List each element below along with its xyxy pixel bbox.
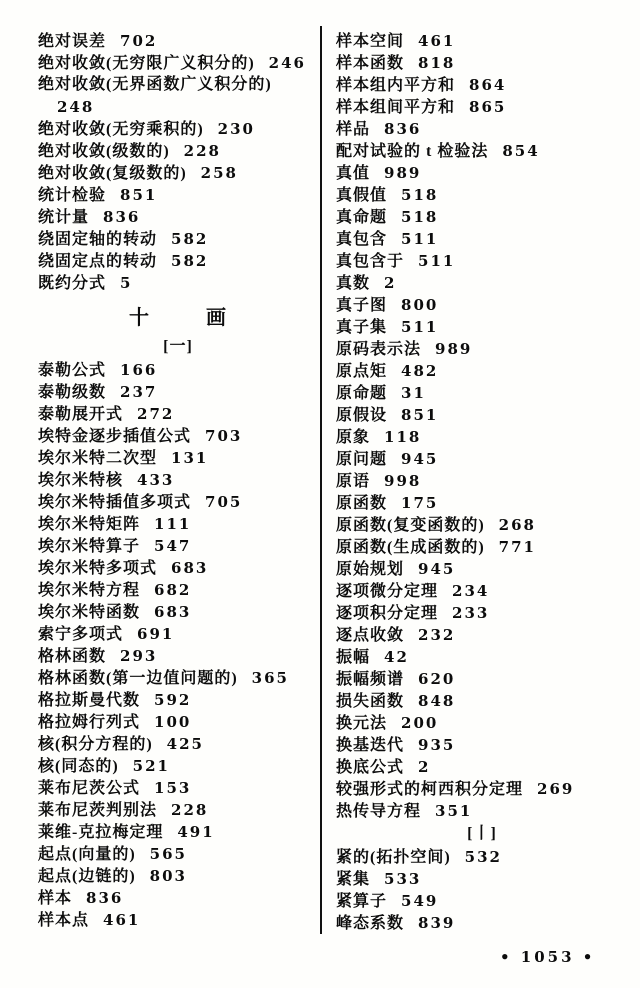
entry-term: 样本组内平方和: [336, 77, 456, 94]
entry-page-number: 351: [435, 802, 473, 820]
entry-page-number: 818: [418, 54, 456, 72]
entry-page-number: 854: [502, 142, 540, 160]
index-entry: [336, 756, 628, 778]
entry-page-number: 272: [137, 405, 175, 423]
entry-page-number: 864: [469, 76, 507, 94]
index-entry: [38, 755, 318, 777]
entry-page-number: 839: [418, 914, 456, 932]
index-entry: [336, 206, 628, 228]
entry-page-number: 230: [217, 120, 255, 138]
entry-term: 真值: [336, 165, 371, 182]
entry-page-number: 682: [154, 581, 192, 599]
index-entry: [336, 426, 628, 448]
index-entry: [38, 645, 318, 667]
entry-page-number: 803: [149, 867, 187, 885]
entry-page-number: 233: [452, 604, 490, 622]
entry-term: 配对试验的 t 检验法: [336, 143, 489, 160]
entry-page-number: 228: [171, 801, 209, 819]
entry-term: 紧算子: [336, 893, 388, 910]
index-entry: [38, 733, 318, 755]
entry-page-number: 200: [401, 714, 439, 732]
index-entry: [336, 846, 628, 868]
index-entry: [38, 689, 318, 711]
index-entry: [336, 470, 628, 492]
entry-page-number: 989: [435, 340, 473, 358]
entry-term: 原函数: [336, 495, 388, 512]
index-entry: [336, 118, 628, 140]
entry-page-number: 2: [384, 274, 397, 292]
entry-term: 样本: [38, 890, 73, 907]
index-entry: [336, 668, 628, 690]
entry-term: 原语: [336, 473, 371, 490]
index-entry: [336, 250, 628, 272]
page-number: • 1053 •: [500, 948, 596, 966]
index-entry: [336, 448, 628, 470]
entry-page-number: 269: [537, 780, 575, 798]
index-entry: [38, 52, 318, 74]
entry-term: 泰勒级数: [38, 384, 107, 401]
entry-term: 真子集: [336, 319, 388, 336]
index-entry: [38, 250, 318, 272]
entry-term: 核(同态的): [38, 758, 119, 775]
entry-term: 莱布尼茨判别法: [38, 802, 158, 819]
index-entry: [38, 777, 318, 799]
index-entry: [336, 74, 628, 96]
index-entry: [336, 712, 628, 734]
entry-page-number: 131: [171, 449, 209, 467]
entry-term: 索宁多项式: [38, 626, 124, 643]
entry-page-number: 293: [120, 647, 158, 665]
index-entry: [336, 734, 628, 756]
index-entry: [38, 667, 318, 689]
entry-page-number: 851: [120, 186, 158, 204]
index-entry: [336, 360, 628, 382]
entry-page-number: 518: [401, 208, 439, 226]
entry-page-number: 800: [401, 296, 439, 314]
entry-term: 真命题: [336, 209, 388, 226]
entry-page-number: 461: [103, 911, 141, 929]
entry-term: 真包含: [336, 231, 388, 248]
index-entry: [38, 403, 318, 425]
index-entry: [336, 184, 628, 206]
index-entry: [38, 228, 318, 250]
entry-term: 振幅: [336, 649, 371, 666]
entry-term: 原函数(生成函数的): [336, 539, 485, 556]
index-entry: [336, 580, 628, 602]
entry-term: 原点矩: [336, 363, 388, 380]
entry-term: 原函数(复变函数的): [336, 517, 485, 534]
entry-page-number: 232: [418, 626, 456, 644]
entry-page-number: 433: [137, 471, 175, 489]
radical-subsection-header: [丨]: [467, 825, 497, 842]
entry-term: 绝对误差: [38, 33, 107, 50]
entry-term: 逐点收敛: [336, 627, 405, 644]
entry-page-number: 491: [177, 823, 215, 841]
entry-page-number: 118: [384, 428, 422, 446]
entry-term: 泰勒公式: [38, 362, 107, 379]
entry-term: 莱维-克拉梅定理: [38, 824, 164, 841]
entry-term: 统计检验: [38, 187, 107, 204]
index-entry: [336, 52, 628, 74]
index-entry: [38, 821, 318, 843]
entry-term: 样品: [336, 121, 371, 138]
index-entry: [38, 469, 318, 491]
entry-term: 绝对收敛(复级数的): [38, 165, 187, 182]
entry-page-number: 998: [384, 472, 422, 490]
entry-page-number: 851: [401, 406, 439, 424]
entry-page-number: 945: [401, 450, 439, 468]
entry-page-number: 547: [154, 537, 192, 555]
entry-term: 核(积分方程的): [38, 736, 153, 753]
index-entry: [336, 404, 628, 426]
entry-page-number: 836: [384, 120, 422, 138]
entry-page-number: 425: [166, 735, 204, 753]
entry-term: 真子图: [336, 297, 388, 314]
entry-term: 绝对收敛(无穷限广义积分的): [38, 55, 255, 72]
entry-term: 埃尔米特插值多项式: [38, 494, 192, 511]
entry-term: 莱布尼茨公式: [38, 780, 141, 797]
index-entry: [38, 579, 318, 601]
index-entry: [38, 381, 318, 403]
entry-term: 紧集: [336, 871, 371, 888]
entry-page-number: 461: [418, 32, 456, 50]
entry-page-number: 518: [401, 186, 439, 204]
index-entry: [38, 623, 318, 645]
index-right-column: [336, 30, 628, 934]
index-entry: [38, 557, 318, 579]
entry-term: 换基迭代: [336, 737, 405, 754]
entry-page-number: 935: [418, 736, 456, 754]
index-entry: [336, 624, 628, 646]
index-entry: [38, 118, 318, 140]
section-header-char: 十: [129, 307, 150, 329]
entry-term: 原假设: [336, 407, 388, 424]
entry-term: 起点(边链的): [38, 868, 136, 885]
index-entry: [38, 162, 318, 184]
entry-term: 原命题: [336, 385, 388, 402]
entry-page-number: 365: [251, 669, 289, 687]
entry-term: 换底公式: [336, 759, 405, 776]
entry-term: 换元法: [336, 715, 388, 732]
index-entry: [38, 601, 318, 623]
entry-page-number: 836: [103, 208, 141, 226]
index-entry: [336, 890, 628, 912]
index-entry: [38, 865, 318, 887]
entry-page-number: 111: [154, 515, 192, 533]
entry-page-number: 620: [418, 670, 456, 688]
entry-term: 埃尔米特核: [38, 472, 124, 489]
index-entry: [38, 140, 318, 162]
entry-page-number: 166: [120, 361, 158, 379]
entry-term: 样本空间: [336, 33, 405, 50]
entry-page-number: 175: [401, 494, 439, 512]
entry-term: 原象: [336, 429, 371, 446]
index-left-column: [38, 30, 318, 931]
entry-page-number: 511: [401, 318, 439, 336]
entry-page-number: 582: [171, 252, 209, 270]
index-entry: [336, 162, 628, 184]
entry-term: 损失函数: [336, 693, 405, 710]
entry-term: 样本点: [38, 912, 90, 929]
entry-page-number: 2: [418, 758, 431, 776]
entry-term: 原码表示法: [336, 341, 422, 358]
entry-term: 埃尔米特多项式: [38, 560, 158, 577]
entry-page-number: 989: [384, 164, 422, 182]
index-entry: [336, 338, 628, 360]
radical-subsection-header: [一]: [163, 338, 193, 355]
entry-page-number: 533: [384, 870, 422, 888]
index-entry: [336, 30, 628, 52]
index-entry: [38, 359, 318, 381]
index-entry: [38, 447, 318, 469]
entry-page-number: 683: [154, 603, 192, 621]
column-divider-rule: [320, 26, 322, 934]
index-entry: [336, 912, 628, 934]
entry-term: 峰态系数: [336, 915, 405, 932]
index-entry: [38, 513, 318, 535]
entry-term: 真包含于: [336, 253, 405, 270]
entry-term: 紧的(拓扑空间): [336, 849, 451, 866]
entry-page-number: 5: [120, 274, 133, 292]
entry-page-number: 703: [205, 427, 243, 445]
entry-term: 埃特金逐步插值公式: [38, 428, 192, 445]
entry-term: 逐项微分定理: [336, 583, 439, 600]
entry-page-number: 683: [171, 559, 209, 577]
entry-page-number: 865: [469, 98, 507, 116]
entry-page-number: 549: [401, 892, 439, 910]
section-header-char: 画: [206, 307, 227, 329]
index-entry: [38, 799, 318, 821]
index-entry: [38, 272, 318, 294]
index-entry: [38, 711, 318, 733]
entry-term: 起点(向量的): [38, 846, 136, 863]
entry-term: 格林函数(第一边值问题的): [38, 670, 238, 687]
index-entry: [336, 492, 628, 514]
entry-page-number: 848: [418, 692, 456, 710]
entry-page-number: 521: [132, 757, 170, 775]
index-entry: [336, 514, 628, 536]
entry-page-number: 702: [120, 32, 158, 50]
entry-term: 绕固定轴的转动: [38, 231, 158, 248]
entry-page-number: 511: [401, 230, 439, 248]
entry-page-number: 268: [498, 516, 536, 534]
index-entry: [336, 294, 628, 316]
index-entry: [336, 316, 628, 338]
entry-page-number: 532: [464, 848, 502, 866]
entry-term: 热传导方程: [336, 803, 422, 820]
index-entry: [38, 535, 318, 557]
index-entry: [336, 646, 628, 668]
entry-page-number: 836: [86, 889, 124, 907]
entry-page-number: 31: [401, 384, 426, 402]
entry-term: 格拉姆行列式: [38, 714, 141, 731]
index-entry: [336, 228, 628, 250]
entry-page-number: 511: [418, 252, 456, 270]
entry-page-number: 42: [384, 648, 409, 666]
entry-term: 统计量: [38, 209, 90, 226]
entry-term: 样本组间平方和: [336, 99, 456, 116]
entry-page-number: 237: [120, 383, 158, 401]
entry-term: 既约分式: [38, 275, 107, 292]
entry-page-number: 945: [418, 560, 456, 578]
index-entry: [38, 909, 318, 931]
entry-term: 格林函数: [38, 648, 107, 665]
entry-page-number: 565: [149, 845, 187, 863]
entry-page-number: 258: [200, 164, 238, 182]
entry-term: 绕固定点的转动: [38, 253, 158, 270]
entry-page-number: 592: [154, 691, 192, 709]
stroke-count-section-header: [38, 303, 318, 333]
index-entry: [336, 382, 628, 404]
entry-term: 绝对收敛(级数的): [38, 143, 170, 160]
index-entry: [38, 843, 318, 865]
entry-term: 埃尔米特方程: [38, 582, 141, 599]
entry-term: 振幅频谱: [336, 671, 405, 688]
entry-page-number: 248: [57, 98, 95, 116]
entry-page-number: 153: [154, 779, 192, 797]
entry-page-number: 228: [183, 142, 221, 160]
index-entry: [38, 425, 318, 447]
entry-page-number: 234: [452, 582, 490, 600]
index-entry: [336, 140, 628, 162]
entry-term: 绝对收敛(无界函数广义积分的): [38, 76, 272, 93]
entry-term: 泰勒展开式: [38, 406, 124, 423]
entry-term: 埃尔米特矩阵: [38, 516, 141, 533]
entry-term: 真数: [336, 275, 371, 292]
index-entry: [336, 800, 628, 822]
index-entry: [38, 206, 318, 228]
entry-page-number: 246: [268, 54, 306, 72]
index-entry: [38, 184, 318, 206]
entry-term: 埃尔米特二次型: [38, 450, 158, 467]
index-entry: [336, 778, 628, 800]
index-entry: [38, 74, 318, 96]
index-entry: [336, 272, 628, 294]
index-entry: [336, 96, 628, 118]
entry-term: 原始规划: [336, 561, 405, 578]
index-entry: [336, 602, 628, 624]
entry-page-number: 582: [171, 230, 209, 248]
entry-term: 绝对收敛(无穷乘积的): [38, 121, 204, 138]
index-entry: [336, 558, 628, 580]
index-entry: [38, 887, 318, 909]
index-entry: [336, 536, 628, 558]
entry-term: 原问题: [336, 451, 388, 468]
entry-continuation-line: [38, 96, 318, 118]
index-entry: [38, 30, 318, 52]
index-entry: [38, 491, 318, 513]
entry-term: 较强形式的柯西积分定理: [336, 781, 524, 798]
index-entry: [336, 868, 628, 890]
entry-term: 埃尔米特函数: [38, 604, 141, 621]
entry-page-number: 100: [154, 713, 192, 731]
entry-term: 埃尔米特算子: [38, 538, 141, 555]
entry-term: 逐项积分定理: [336, 605, 439, 622]
entry-page-number: 705: [205, 493, 243, 511]
entry-page-number: 771: [498, 538, 536, 556]
entry-term: 格拉斯曼代数: [38, 692, 141, 709]
entry-term: 样本函数: [336, 55, 405, 72]
entry-page-number: 482: [401, 362, 439, 380]
index-entry: [336, 690, 628, 712]
entry-page-number: 691: [137, 625, 175, 643]
entry-term: 真假值: [336, 187, 388, 204]
